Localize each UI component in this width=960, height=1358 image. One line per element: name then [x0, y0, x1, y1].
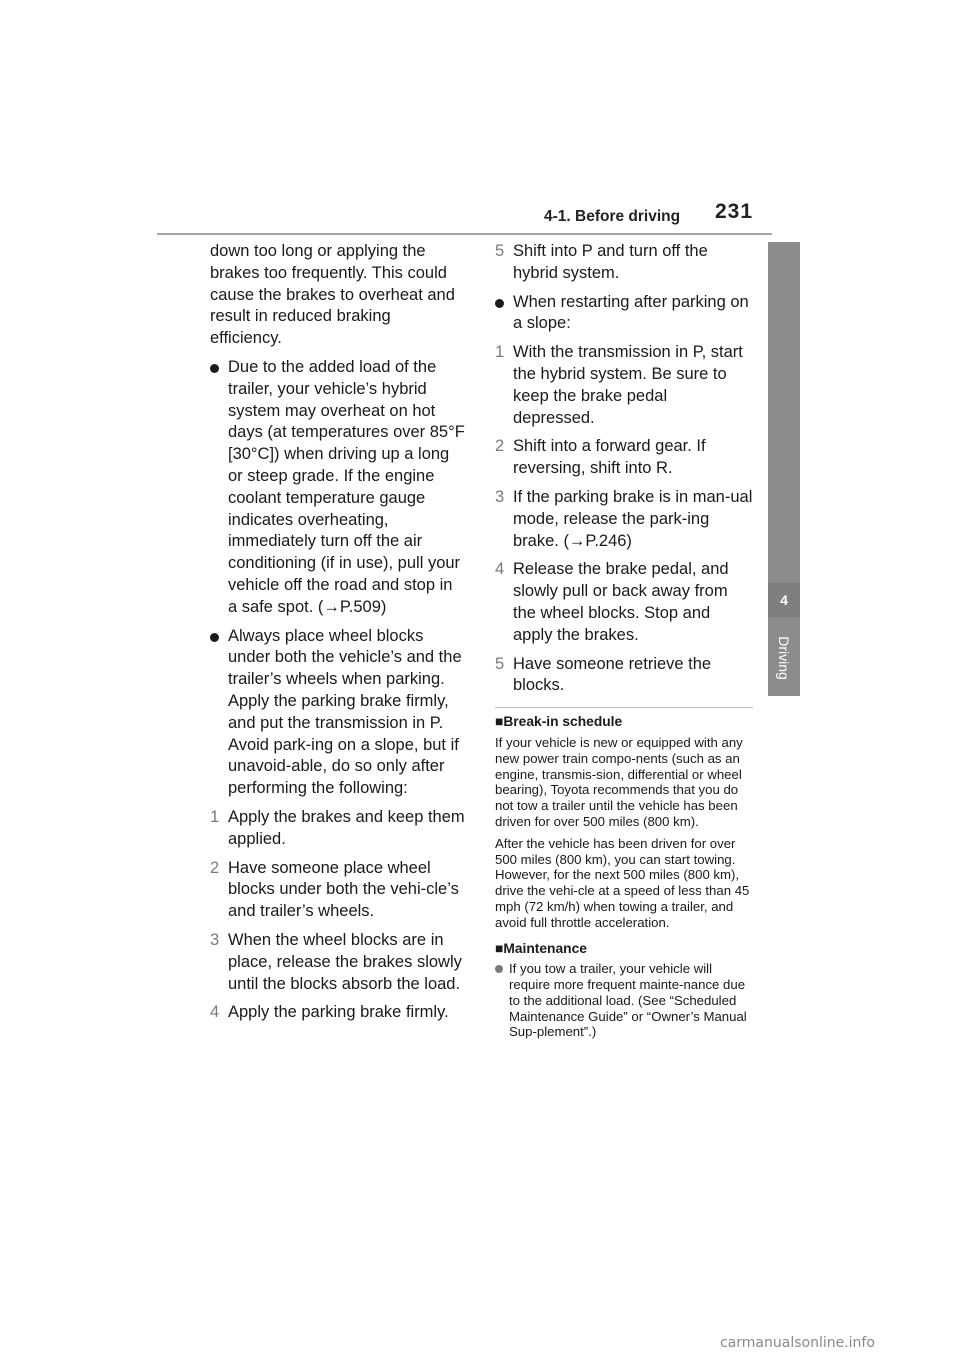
square-marker-icon: ■ [495, 714, 504, 730]
step-text: Release the brake pedal, and slowly pull or back away from the wheel blocks. Stop and apply the brakes. [513, 560, 729, 644]
left-column [210, 241, 465, 1031]
step-text: Shift into a forward gear. If reversing, shift into R. [513, 437, 706, 478]
step-number: 2 [495, 437, 505, 456]
parking-step [210, 930, 465, 995]
section-title: 4-1. Before driving [544, 208, 681, 225]
bullet-dot-icon [495, 965, 503, 973]
parking-step [210, 858, 465, 923]
bullet-text: Due to the added load of the trailer, your vehicle’s hybrid system may overheat on hot days (at temperatures over 85°F [30°C]) when driving up a long or steep grade. If the engine coolant temperature gauge indicates overheating, immediately turn off the air conditioning (if in use), pull your vehicle off the road and stop in a safe spot. (→P.509) [228, 357, 465, 616]
restart-step [495, 559, 753, 646]
bullet-text: Always place wheel blocks under both the vehicle’s and the trailer’s wheels when parking. Apply the parking brake firmly, and put the transmission in P. Avoid park-ing on a slope, but if unavoid-able, do so only after performing the following: [228, 626, 462, 798]
square-marker-icon: ■ [495, 940, 504, 956]
parking-step [210, 807, 465, 851]
breakin-paragraph: After the vehicle has been driven for over 500 miles (800 km), you can start towing. However, for the next 500 miles (800 km), drive the vehi-cle at a speed of less than 45 mph (72 km/h) when towing a trailer, and avoid full throttle acceleration. [495, 835, 750, 930]
restart-step [495, 342, 753, 429]
step-text: Shift into P and turn off the hybrid system. [513, 242, 708, 282]
step-number: 5 [495, 242, 505, 260]
breakin-paragraph: If your vehicle is new or equipped with any new power train compo-nents (such as an engine, transmis-sion, differential or wheel bearing), Toyota recommends that you do not tow a trailer until the vehicle has been driven for over 500 miles (800 km). [495, 734, 743, 829]
restart-step [495, 436, 753, 480]
maintenance-bullet [495, 961, 753, 1040]
heading-text: Maintenance [503, 940, 587, 956]
bullet-dot-icon [495, 299, 504, 308]
step-text: Apply the parking brake firmly. [228, 1003, 449, 1022]
bullet-overheat [210, 357, 465, 619]
restart-step [495, 654, 753, 698]
breakin-heading [495, 714, 753, 730]
step-number: 1 [495, 343, 505, 362]
step-text: Apply the brakes and keep them applied. [228, 807, 465, 848]
heading-text: Break-in schedule [503, 714, 623, 730]
step-text: When the wheel blocks are in place, release the brakes slowly until the blocks absorb the load. [228, 930, 462, 993]
parking-step [495, 241, 753, 285]
step-text: With the transmission in P, start the hybrid system. Be sure to keep the brake pedal depressed. [513, 343, 743, 427]
header-divider [157, 233, 772, 235]
step-text: Have someone retrieve the blocks. [513, 654, 712, 695]
bullet-text: When restarting after parking on a slope: [513, 292, 749, 333]
chapter-label: Driving [776, 636, 792, 680]
step-text: Have someone place wheel blocks under both the vehi-cle’s and trailer’s wheels. [228, 858, 459, 921]
chapter-side-tab [768, 242, 800, 696]
continuation-text: down too long or applying the brakes too frequently. This could cause the brakes to overheat and result in reduced braking efficiency. [210, 242, 455, 348]
step-number: 4 [210, 1003, 220, 1022]
bullet-wheel-blocks [210, 626, 465, 800]
parking-step [210, 1002, 465, 1024]
bullet-text: If you tow a trailer, your vehicle will require more frequent mainte-nance due to the additional load. (See “Scheduled Maintenance Guide” or “Owner’s Manual Sup-plement”.) [509, 961, 747, 1040]
step-number: 1 [210, 807, 220, 826]
bullet-restart [495, 292, 753, 336]
step-number: 3 [210, 930, 220, 949]
breakin-section [495, 714, 753, 1040]
step-number: 3 [495, 487, 505, 506]
step-number: 2 [210, 858, 220, 877]
restart-step [495, 487, 753, 552]
bullet-dot-icon [210, 364, 219, 373]
step-text: If the parking brake is in man-ual mode, release the park-ing brake. (→P.246) [513, 487, 753, 550]
watermark-text: carmanualsonline.info [720, 1335, 875, 1351]
right-column [495, 241, 753, 1040]
maintenance-heading [495, 941, 753, 957]
step-number: 4 [495, 560, 505, 579]
chapter-number: 4 [768, 583, 800, 617]
step-number: 5 [495, 654, 505, 673]
page-number: 231 [715, 200, 754, 223]
bullet-dot-icon [210, 633, 219, 642]
section-divider [495, 707, 753, 708]
